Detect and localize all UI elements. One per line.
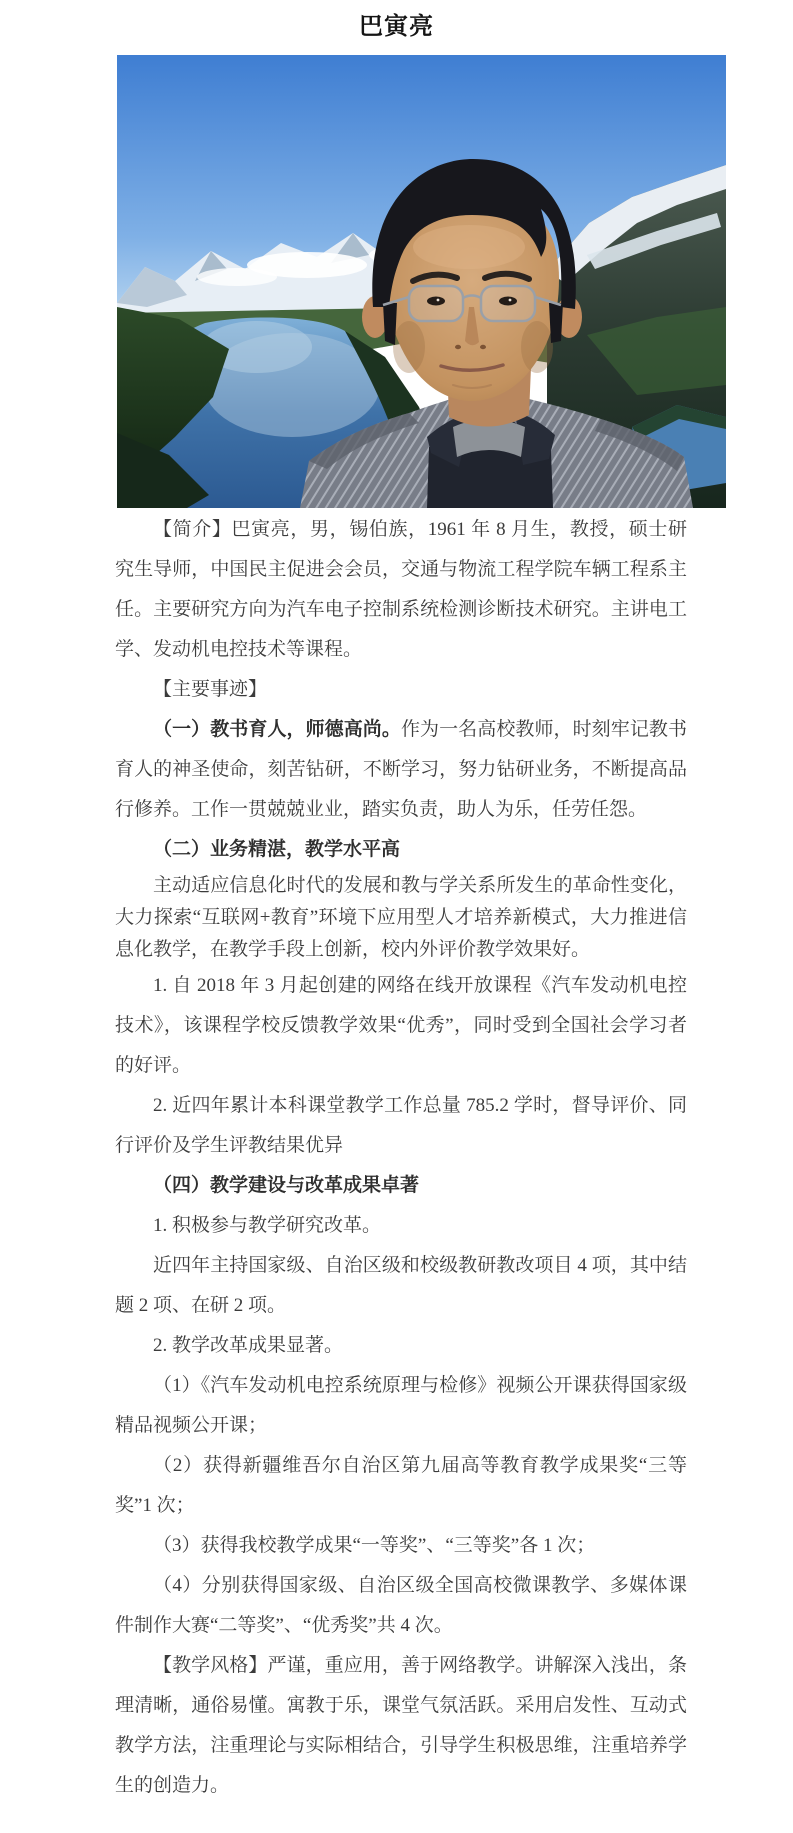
paragraph-bold-lead: （四）教学建设与改革成果卓著 [153, 1175, 420, 1196]
paragraph-text: 主动适应信息化时代的发展和教与学关系所发生的革命性变化，大力探索“互联网+教育”环境下应用型人才培养新模式，大力推进信息化教学，在教学手段上创新，校内外评价教学效果好。 [115, 875, 687, 960]
paragraph-text: 作为一名高校教师，时刻牢记教书育人的神圣使命，刻苦钻研，不断学习，努力钻研业务，不断提高品行修养。工作一贯兢兢业业，踏实负责，助人为乐，任劳任怨。 [115, 719, 687, 820]
profile-photo [117, 55, 726, 508]
paragraph [115, 1446, 687, 1526]
paragraph-bold-lead: （一）教书育人，师德高尚。 [153, 719, 401, 740]
paragraph-text: （2）获得新疆维吾尔自治区第九届高等教育教学成果奖“三等奖”1 次； [115, 1455, 687, 1516]
paragraph [115, 870, 687, 966]
paragraph-text: 1. 自 2018 年 3 月起创建的网络在线开放课程《汽车发动机电控技术》，该课程学校反馈教学效果“优秀”，同时受到全国社会学习者的好评。 [115, 975, 687, 1076]
paragraph-text: 2. 教学改革成果显著。 [153, 1335, 344, 1356]
paragraph-text: （1）《汽车发动机电控系统原理与检修》视频公开课获得国家级精品视频公开课； [115, 1375, 687, 1436]
paragraph [115, 1326, 687, 1366]
page-title: 巴寅亮 [359, 14, 434, 40]
paragraph [115, 1566, 687, 1646]
paragraph [115, 1166, 687, 1206]
paragraph-text: （3）获得我校教学成果“一等奖”、“三等奖”各 1 次； [153, 1535, 596, 1556]
paragraph-text: 2. 近四年累计本科课堂教学工作总量 785.2 学时，督导评价、同行评价及学生评教结果优异 [115, 1095, 687, 1156]
paragraph-bold-lead: （二）业务精湛，教学水平高 [153, 839, 401, 860]
paragraph-text: 【简介】巴寅亮，男，锡伯族，1961 年 8 月生，教授，硕士研究生导师，中国民主促进会会员，交通与物流工程学院车辆工程系主任。主要研究方向为汽车电子控制系统检测诊断技术研究。主讲电工学、发动机电控技术等课程。 [115, 519, 687, 660]
paragraph [115, 1526, 687, 1566]
paragraph [115, 830, 687, 870]
paragraph [115, 966, 687, 1086]
paragraph [115, 1206, 687, 1246]
paragraph-text: 【教学风格】严谨，重应用，善于网络教学。讲解深入浅出，条理清晰，通俗易懂。寓教于乐，课堂气氛活跃。采用启发性、互动式教学方法，注重理论与实际相结合，引导学生积极思维，注重培养学生的创造力。 [115, 1655, 687, 1796]
paragraph [115, 1646, 687, 1806]
paragraph [115, 510, 687, 670]
document-body [115, 510, 687, 1806]
paragraph [115, 1366, 687, 1446]
paragraph [115, 1246, 687, 1326]
profile-photo-illustration [117, 55, 726, 508]
paragraph-text: （4）分别获得国家级、自治区级全国高校微课教学、多媒体课件制作大赛“二等奖”、“优秀奖”共 4 次。 [115, 1575, 687, 1636]
paragraph [115, 710, 687, 830]
paragraph-text: 1. 积极参与教学研究改革。 [153, 1215, 382, 1236]
paragraph [115, 670, 687, 710]
paragraph-text: 【主要事迹】 [153, 679, 268, 700]
paragraph [115, 1086, 687, 1166]
paragraph-text: 近四年主持国家级、自治区级和校级教研教改项目 4 项，其中结题 2 项、在研 2 项。 [115, 1255, 687, 1316]
